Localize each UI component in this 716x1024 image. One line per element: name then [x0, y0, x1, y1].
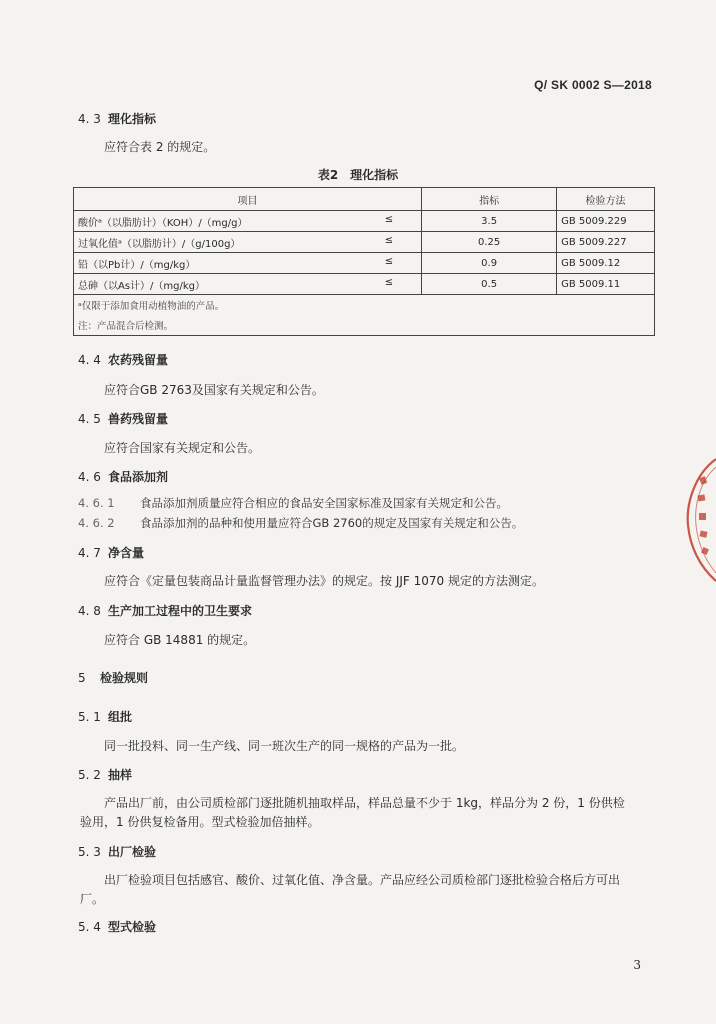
section-title: 兽药残留量: [108, 412, 169, 426]
section-5-1-heading: [78, 708, 132, 725]
table-header-row: [74, 188, 655, 211]
section-number: 4. 6: [78, 470, 101, 484]
row-value: 0.25: [422, 232, 557, 253]
row-item: 酸价ᵃ（以脂肪计）（KOH）/（mg/g）: [78, 217, 248, 229]
section-4-4-text: 应符合GB 2763及国家有关规定和公告。: [104, 383, 324, 397]
section-4-4-heading: [78, 351, 168, 368]
table-row: [74, 253, 655, 274]
section-5-3-text-line1: 出厂检验项目包括感官、酸价、过氧化值、净含量。产品应经公司质检部门逐批检验合格后方可出: [104, 873, 621, 887]
section-title: 生产加工过程中的卫生要求: [108, 604, 253, 618]
row-cmp: ≤: [384, 234, 394, 246]
section-4-5-heading: [78, 410, 168, 427]
header-method: 检验方法: [557, 188, 655, 211]
section-5-2-text-line1: 产品出厂前，由公司质检部门逐批随机抽取样品，样品总量不少于 1kg，样品分为 2 份，1 份供检: [104, 796, 625, 810]
clause-4-6-2: [78, 515, 523, 531]
section-4-7-text: 应符合《定量包装商品计量监督管理办法》的规定。按 JJF 1070 规定的方法测定。: [104, 574, 544, 588]
section-number: 4. 7: [78, 546, 101, 560]
seal-stamp-fragment: [680, 455, 716, 585]
row-item: 铅（以Pb计）/（mg/kg）: [78, 259, 196, 271]
row-item: 过氧化值ᵃ（以脂肪计）/（g/100g）: [78, 238, 241, 250]
spec-table: [73, 187, 655, 336]
document-code: Q/ SK 0002 S—2018: [534, 78, 652, 92]
row-value: 0.5: [422, 274, 557, 295]
section-number: 5: [78, 671, 86, 685]
section-title: 理化指标: [108, 112, 157, 126]
section-4-7-heading: [78, 544, 144, 561]
section-title: 型式检验: [108, 920, 157, 934]
section-number: 5. 1: [78, 710, 101, 724]
section-5-1-text: 同一批投料、同一生产线、同一班次生产的同一规格的产品为一批。: [104, 739, 465, 753]
section-4-3-heading: [78, 110, 156, 127]
clause-number: 4. 6. 1: [78, 496, 115, 510]
header-value: 指标: [422, 188, 557, 211]
section-number: 4. 4: [78, 353, 101, 367]
table-row: [74, 274, 655, 295]
row-cmp: ≤: [384, 213, 394, 225]
row-cmp: ≤: [384, 255, 394, 267]
page-number: 3: [633, 958, 641, 972]
row-method: GB 5009.229: [557, 211, 655, 232]
row-item: 总砷（以As计）/（mg/kg）: [78, 280, 206, 292]
row-method: GB 5009.227: [557, 232, 655, 253]
section-5-2-text-line2: 验用，1 份供复检备用。型式检验加倍抽样。: [80, 815, 320, 829]
section-title: 食品添加剂: [108, 470, 169, 484]
section-number: 4. 3: [78, 112, 101, 126]
section-4-5-text: 应符合国家有关规定和公告。: [104, 441, 261, 455]
section-5-3-text-line2: 厂。: [80, 892, 105, 906]
clause-number: 4. 6. 2: [78, 516, 115, 530]
header-item: 项目: [74, 188, 422, 211]
section-title: 净含量: [108, 546, 145, 560]
section-title: 组批: [108, 710, 133, 724]
section-number: 4. 5: [78, 412, 101, 426]
section-5-3-heading: [78, 843, 156, 860]
section-4-8-text: 应符合 GB 14881 的规定。: [104, 633, 256, 647]
table-note: 注：产品混合后检测。: [74, 315, 655, 336]
section-title: 出厂检验: [108, 845, 157, 859]
table-note-row: [74, 315, 655, 336]
table-footnote: ᵃ仅限于添加食用动植物油的产品。: [74, 295, 655, 316]
row-value: 3.5: [422, 211, 557, 232]
section-title: 抽样: [108, 768, 133, 782]
section-title: 检验规则: [100, 671, 149, 685]
clause-text: 食品添加剂质量应符合相应的食品安全国家标准及国家有关规定和公告。: [140, 496, 508, 510]
row-value: 0.9: [422, 253, 557, 274]
section-5-4-heading: [78, 918, 156, 935]
section-number: 5. 4: [78, 920, 101, 934]
section-4-6-heading: [78, 468, 168, 485]
table-caption: 表2 理化指标: [317, 168, 399, 182]
table-row: [74, 232, 655, 253]
section-number: 5. 3: [78, 845, 101, 859]
clause-4-6-1: [78, 495, 508, 511]
row-cmp: ≤: [384, 276, 394, 288]
section-title: 农药残留量: [108, 353, 169, 367]
section-number: 5. 2: [78, 768, 101, 782]
section-5-2-heading: [78, 766, 132, 783]
table-row: [74, 211, 655, 232]
section-number: 4. 8: [78, 604, 101, 618]
clause-text: 食品添加剂的品种和使用量应符合GB 2760的规定及国家有关规定和公告。: [140, 516, 524, 530]
section-4-8-heading: [78, 602, 252, 619]
row-method: GB 5009.12: [557, 253, 655, 274]
row-method: GB 5009.11: [557, 274, 655, 295]
section-5-heading: [78, 669, 148, 686]
table-note-row: [74, 295, 655, 316]
section-4-3-text: 应符合表 2 的规定。: [104, 140, 216, 154]
